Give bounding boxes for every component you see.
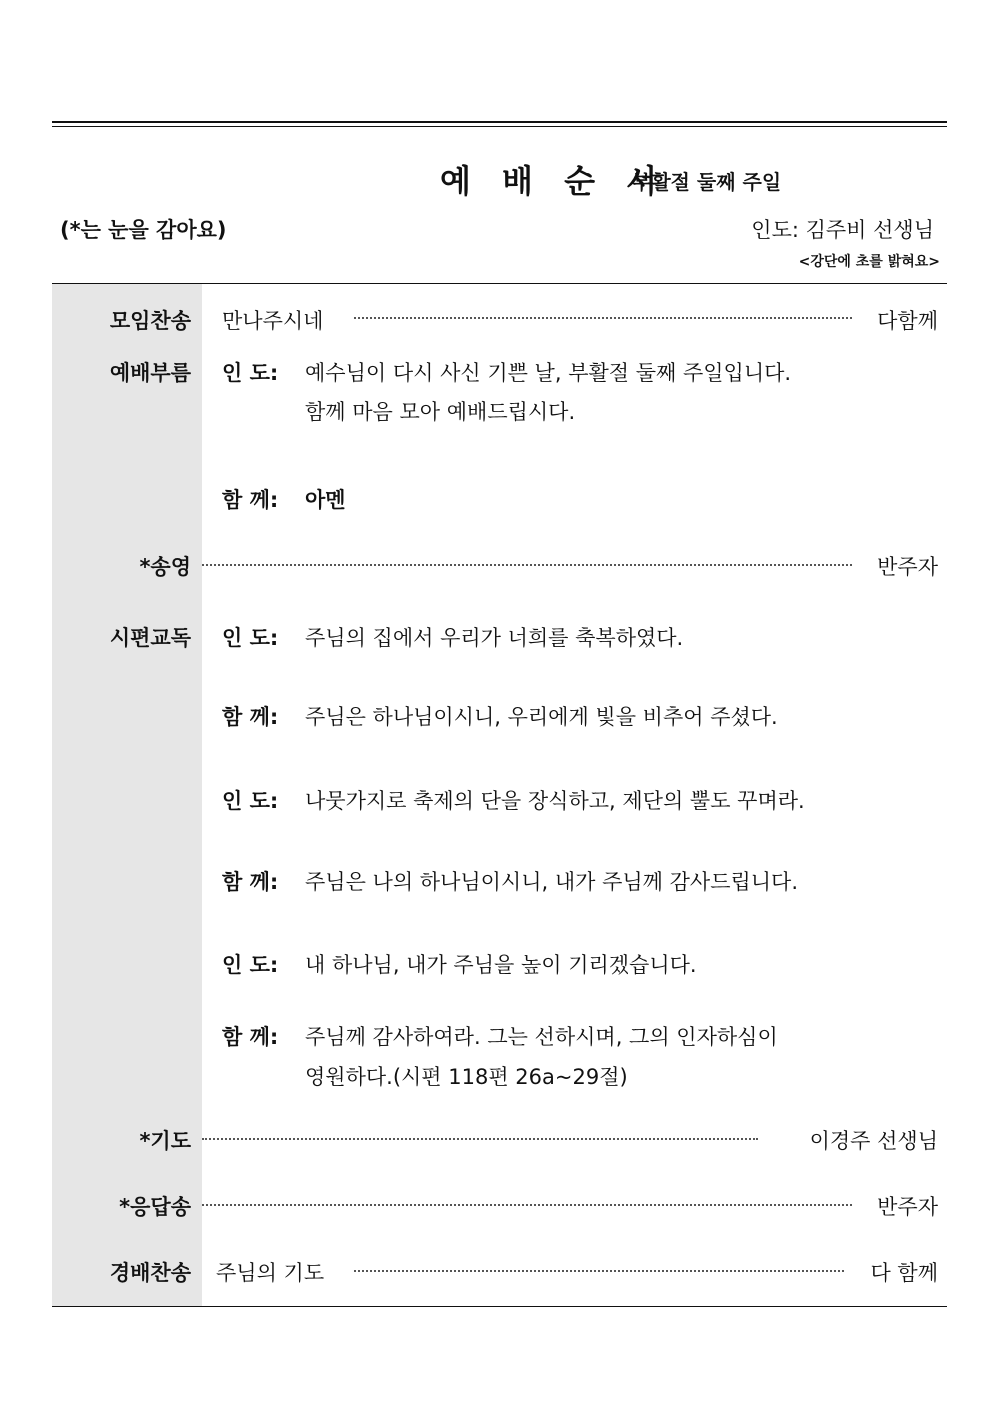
prayer-leader-dots	[202, 1138, 758, 1140]
top-double-rule-outer	[52, 121, 947, 123]
leader-info: 인도: 김주비 선생님	[751, 218, 934, 242]
doxology-leader-dots	[202, 564, 852, 566]
worship-hymn-label: 경배찬송	[109, 1261, 191, 1285]
page-title: 예 배 순 서	[440, 162, 668, 200]
psalm-line: 나뭇가지로 축제의 단을 장식하고, 제단의 뿔도 꾸며라.	[305, 789, 805, 813]
gathering-hymn-title: 만나주시네	[222, 309, 324, 333]
worship-hymn-leader-dots	[354, 1270, 844, 1272]
psalm-speaker: 인 도:	[222, 953, 279, 977]
call-leader-line-1: 예수님이 다시 사신 기쁜 날, 부활절 둘째 주일입니다.	[305, 361, 792, 385]
response-performer: 반주자	[877, 1195, 938, 1219]
section-bottom-rule	[52, 1306, 947, 1307]
call-all-speaker: 함 께:	[222, 488, 279, 512]
psalm-line: 내 하나님, 내가 주님을 높이 기리겠습니다.	[305, 953, 697, 977]
gathering-hymn-performer: 다함께	[877, 309, 938, 333]
response-leader-dots	[202, 1204, 852, 1206]
psalm-line-continued: 영원하다.(시편 118편 26a~29절)	[305, 1065, 628, 1089]
response-label: *응답송	[119, 1195, 191, 1219]
call-all-line: 아멘	[305, 488, 346, 512]
call-to-worship-label: 예배부름	[109, 361, 191, 385]
worship-hymn-performer: 다 함께	[870, 1261, 938, 1285]
psalm-speaker: 인 도:	[222, 789, 279, 813]
psalm-line: 주님의 집에서 우리가 너희를 축복하였다.	[305, 626, 684, 650]
doxology-performer: 반주자	[877, 555, 938, 579]
gathering-hymn-leader-dots	[354, 317, 852, 319]
psalm-line: 주님은 하나님이시니, 우리에게 빛을 비추어 주셨다.	[305, 705, 778, 729]
doxology-label: *송영	[139, 555, 191, 579]
prayer-label: *기도	[139, 1129, 191, 1153]
candle-note: <강단에 초를 밝혀요>	[798, 254, 940, 270]
psalm-speaker: 인 도:	[222, 626, 279, 650]
gathering-hymn-label: 모임찬송	[109, 309, 191, 333]
top-double-rule-inner	[52, 126, 947, 127]
psalm-reading-label: 시편교독	[109, 626, 191, 650]
eyes-closed-note: (*는 눈을 감아요)	[60, 218, 227, 242]
worship-hymn-title: 주님의 기도	[216, 1261, 325, 1285]
prayer-performer: 이경주 선생님	[809, 1129, 938, 1153]
psalm-line: 주님은 나의 하나님이시니, 내가 주님께 감사드립니다.	[305, 870, 799, 894]
psalm-line: 주님께 감사하여라. 그는 선하시며, 그의 인자하심이	[305, 1025, 778, 1049]
call-leader-speaker: 인 도:	[222, 361, 279, 385]
page-subtitle: 부활절 둘째 주일	[632, 170, 782, 194]
psalm-speaker: 함 께:	[222, 705, 279, 729]
call-leader-line-2: 함께 마음 모아 예배드립시다.	[305, 400, 576, 424]
psalm-speaker: 함 께:	[222, 870, 279, 894]
psalm-speaker: 함 께:	[222, 1025, 279, 1049]
